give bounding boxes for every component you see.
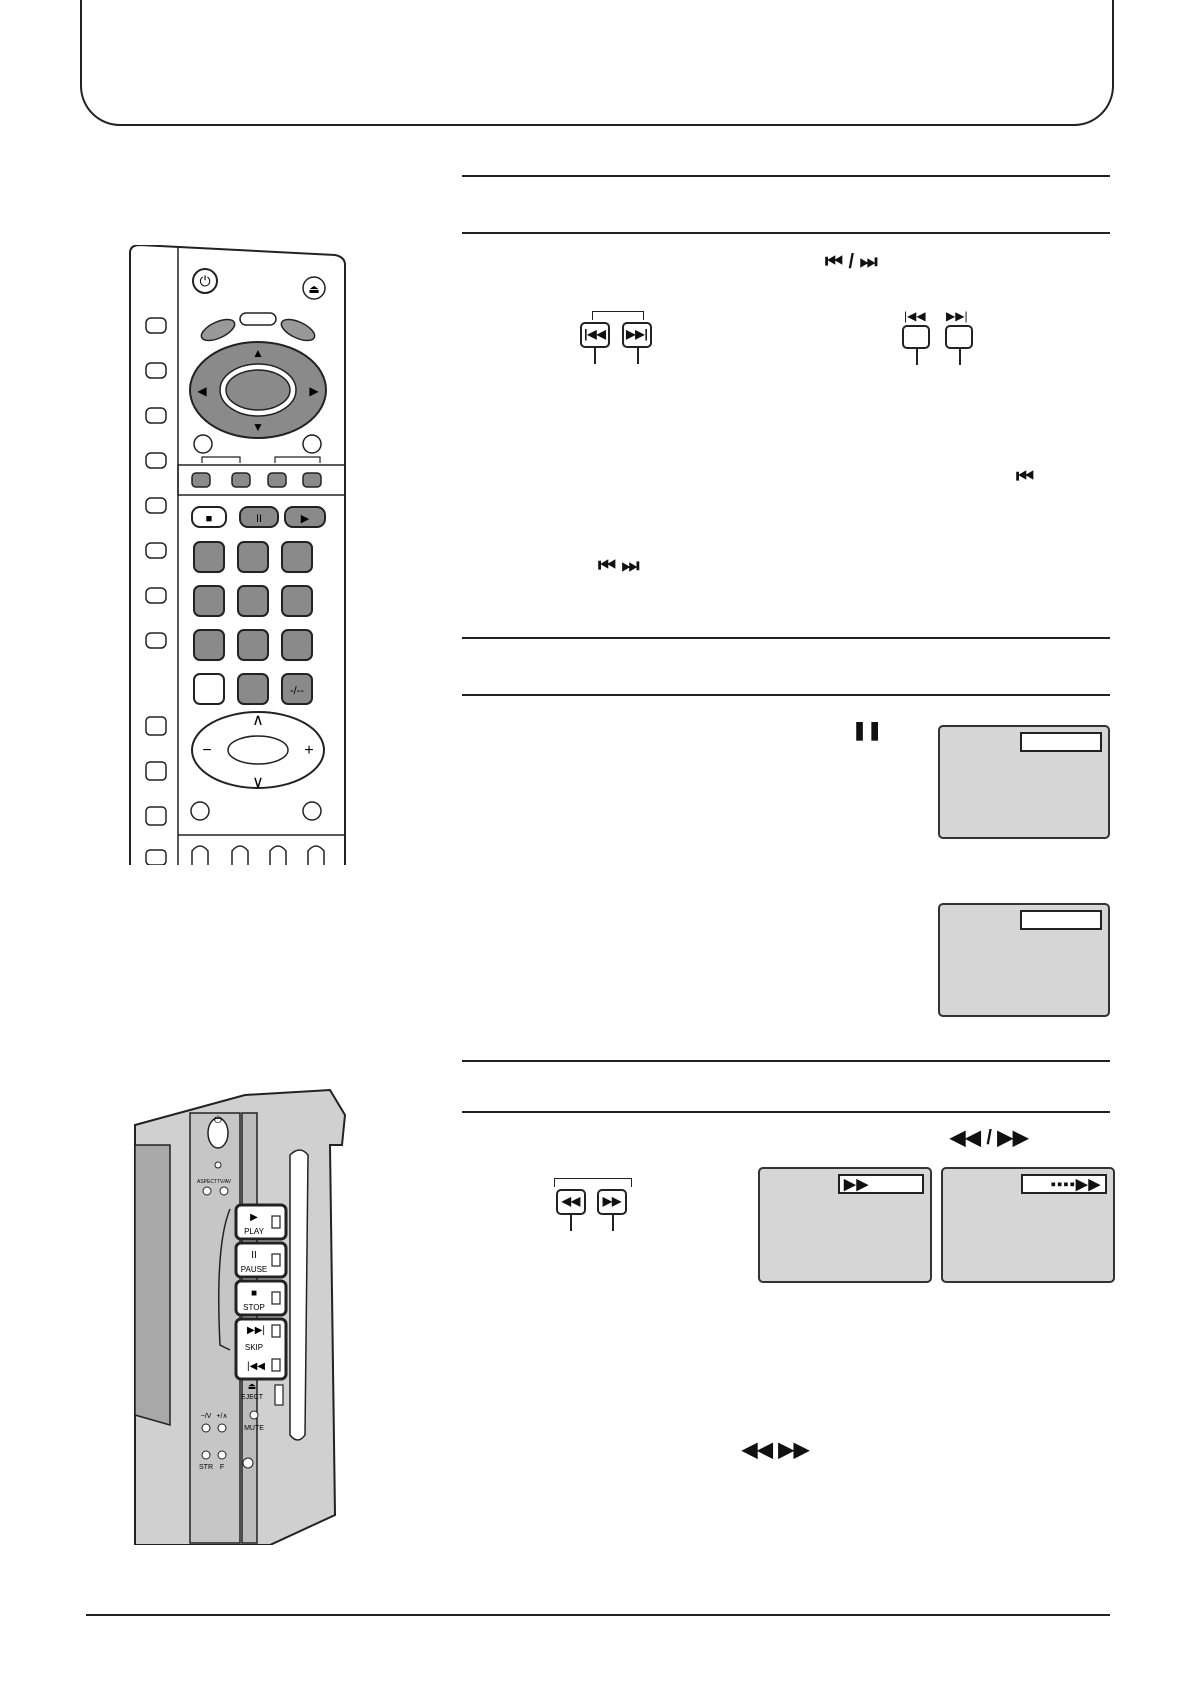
svg-text:EJECT: EJECT <box>240 1394 264 1401</box>
osd-screen <box>938 903 1110 1017</box>
svg-text:◀: ◀ <box>197 384 207 398</box>
section-rule <box>462 637 1110 639</box>
skip-icons: ⏮ ⏭ <box>598 555 640 577</box>
skip-prev-label: |◀◀ <box>904 309 926 323</box>
svg-text:▶: ▶ <box>250 1212 258 1223</box>
svg-text:⏻: ⏻ <box>214 1115 222 1126</box>
osd-screen <box>938 725 1110 839</box>
remote-control-illustration <box>120 245 350 865</box>
bracket <box>592 311 644 320</box>
svg-text:PAUSE: PAUSE <box>240 1265 268 1274</box>
skip-prev-icon: ⏮ <box>1016 466 1034 488</box>
svg-text:−/V: −/V <box>200 1413 212 1420</box>
pointer-line <box>637 348 639 364</box>
pointer-line <box>594 348 596 364</box>
svg-text:⏻: ⏻ <box>199 273 211 289</box>
svg-text:▶: ▶ <box>300 513 310 525</box>
pause-icon: ❚❚ <box>852 720 883 740</box>
pointer-line <box>570 1215 572 1231</box>
svg-text:▲: ▲ <box>252 346 264 360</box>
svg-text:▼: ▼ <box>252 420 264 434</box>
svg-text:ASPECT: ASPECT <box>196 1179 218 1185</box>
ff-button: ▶▶ <box>597 1189 627 1215</box>
svg-text:F: F <box>219 1464 225 1471</box>
section-rule <box>462 175 1110 177</box>
pointer-line <box>959 349 961 365</box>
skip-next-button: ▶▶| <box>622 322 652 348</box>
footer-rule <box>86 1614 1110 1616</box>
svg-text:−: − <box>202 742 212 759</box>
rew-button: ◀◀ <box>556 1189 586 1215</box>
unit-skip-prev-button <box>902 325 930 349</box>
section-rule <box>462 694 1110 696</box>
svg-text:II: II <box>255 513 263 525</box>
svg-text:|◀◀: |◀◀ <box>247 1361 265 1372</box>
section-rule <box>462 1111 1110 1113</box>
osd-screen <box>758 1167 932 1283</box>
osd-label <box>1020 910 1102 930</box>
section-rule <box>462 1060 1110 1062</box>
unit-side-panel-illustration <box>130 1085 360 1545</box>
svg-text:MUTE: MUTE <box>244 1425 264 1432</box>
svg-text:-/--: -/-- <box>289 685 305 697</box>
svg-text:II: II <box>251 1250 257 1261</box>
bracket <box>554 1178 632 1187</box>
svg-text:■: ■ <box>205 513 213 525</box>
svg-text:■: ■ <box>250 1288 258 1299</box>
skip-prev-button: |◀◀ <box>580 322 610 348</box>
svg-text:STR: STR <box>199 1464 213 1471</box>
skip-next-label: ▶▶| <box>946 309 968 323</box>
pointer-line <box>612 1215 614 1231</box>
svg-text:+/∧: +/∧ <box>216 1413 228 1420</box>
section-rule <box>462 232 1110 234</box>
svg-text:▶▶|: ▶▶| <box>247 1325 265 1336</box>
svg-text:⏏: ⏏ <box>308 282 320 296</box>
osd-screen <box>941 1167 1115 1283</box>
svg-text:∨: ∨ <box>252 774 264 791</box>
skip-heading-icons: ⏮ / ⏭ <box>825 251 878 273</box>
osd-label <box>1020 732 1102 752</box>
pointer-line <box>916 349 918 365</box>
osd-ff-indicator: ▪▪▪▪▶▶ <box>1021 1174 1107 1194</box>
svg-text:SKIP: SKIP <box>244 1343 264 1352</box>
unit-skip-next-button <box>945 325 973 349</box>
search-icons: ◀◀ ▶▶ <box>742 1439 810 1461</box>
svg-text:∧: ∧ <box>252 712 264 729</box>
svg-text:▶: ▶ <box>309 384 319 398</box>
svg-text:+: + <box>304 742 314 759</box>
svg-text:⏏: ⏏ <box>247 1381 257 1391</box>
svg-text:PLAY: PLAY <box>244 1227 264 1236</box>
page-header-box <box>80 0 1114 126</box>
search-heading-icons: ◀◀ / ▶▶ <box>950 1127 1029 1149</box>
svg-text:STOP: STOP <box>243 1303 265 1312</box>
osd-ff-indicator: ▶▶ <box>838 1174 924 1194</box>
svg-text:TV/AV: TV/AV <box>216 1179 232 1185</box>
